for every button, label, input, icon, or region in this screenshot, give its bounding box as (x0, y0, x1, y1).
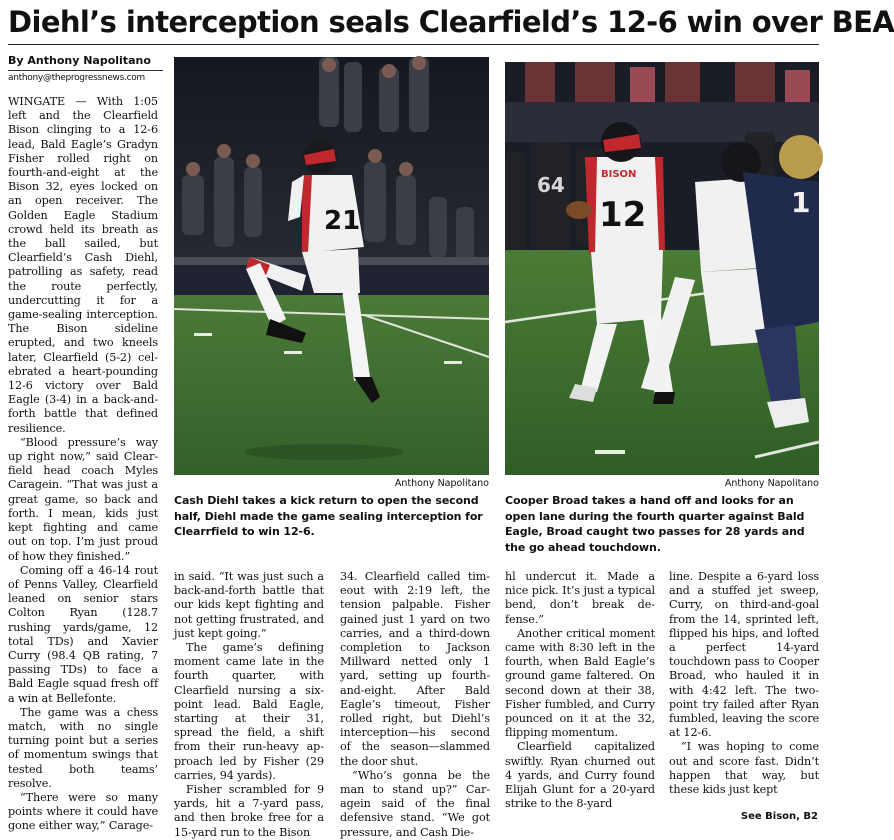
paragraph: hl undercut it. Made a nice pick. It’s just a typical bend, don’t break defense.” (505, 570, 655, 626)
photo-kick-return (174, 57, 489, 475)
photo-credit-2: Anthony Napolitano (724, 478, 819, 489)
paragraph: Clearfield capitalized swiftly. Ryan churned out 4 yards, and Curry found Elijah Glunt for a 20-yard strike to the 8-yard (505, 740, 655, 811)
paragraph: “Who’s gonna be the man to stand up?” Caragein said of the final defensive stand. “We got pressure, and Cash Die- (340, 768, 490, 839)
jersey-name-bison: BISON (601, 169, 637, 180)
photo-handoff-image (505, 62, 819, 475)
photo-kick-return-image (174, 57, 489, 475)
byline (8, 54, 163, 85)
paragraph: Fisher scrambled for 9 yards, hit a 7-yard pass, and then broke free for a 15-yard run to the Bison (174, 783, 324, 839)
jersey-number-1: 1 (791, 186, 811, 219)
paragraph: “I was hoping to come out and score fast. Didn’t happen that way, but these kids just kept (669, 740, 819, 797)
paragraph: “There were so many points where it could have gone either way,” Carage- (8, 790, 158, 833)
article-column-2 (174, 570, 324, 839)
jersey-number-12: 12 (599, 195, 647, 235)
paragraph: WINGATE — With 1:05 left and the Clearfield Bison clinging to a 12-6 lead, Bald Eagle’s Gradyn Fisher rolled right on fourth-and-eight at the Bison 32, eyes locked on an open receiver. The Golden Eagle Stadium crowd held its breath as the ball sailed, but Clearfield’s Cash Diehl, patrolling as safety, read the route perfectly, undercutting it for a game-sealing interception. The Bison sideline erupted, and two kneels later, Clearfield (5-2) celebrated a heart-pounding 12-6 victory over Bald Eagle (3-4) in a back-and-forth battle that defined resilience. (8, 95, 158, 435)
article-column-1 (8, 95, 158, 831)
paragraph: The game was a chess match, with no single turning point but a series of momentum swings that tested both teams’ resolve. (8, 705, 158, 790)
jump-line[interactable]: See Bison, B2 (740, 811, 818, 822)
article-column-3 (340, 570, 490, 839)
photo-credit-1: Anthony Napolitano (394, 478, 489, 489)
paragraph: Another critical moment came with 8:30 left in the fourth, when Bald Eagle’s ground game faltered. On second down at their 38, Fisher fumbled, and Curry pounced on it at the 32, flipping momentum. (505, 626, 655, 740)
article-column-4 (505, 570, 655, 831)
paragraph: line. Despite a 6-yard loss and a stuffed jet sweep, Curry, on third-and-goal from the 14, sprinted left, flipped his hips, and lofted a perfect 14-yard touchdown pass to Cooper Broad, who hauled it in with 4:42 left. The two-point try failed after Ryan fumbled, leaving the score at 12-6. (669, 570, 819, 740)
jersey-number-21: 21 (324, 206, 361, 236)
headline-rule (8, 44, 819, 45)
paragraph: The game’s defining moment came late in the fourth quarter, with Clearfield nursing a six-point lead. Bald Eagle, starting at their 31, spread the field, a shift from their run-heavy approach led by Fisher (29 carries, 94 yards). (174, 641, 324, 782)
paragraph: “Blood pressure’s way up right now,” said Clearfield head coach Myles Caragein. “That was just a great game, so back and forth. I mean, kids just kept fighting and came out on top. I’m just proud of how they finished.” (8, 435, 158, 563)
photo-handoff (505, 62, 819, 475)
paragraph: Coming off a 46-14 rout of Penns Valley, Clearfield leaned on senior stars Colton Ryan (128.7 rushing yards/game, 12 total TDs) and Xavier Curry (98.4 QB rating, 7 passing TDs) to face a Bald Eagle squad fresh off a win at Bellefonte. (8, 563, 158, 705)
byline-email: anthony@theprogressnews.com (8, 70, 163, 85)
headline: Diehl’s interception seals Clearfield’s 12-6 win over BEA (8, 5, 894, 39)
paragraph: 34. Clearfield called timeout with 2:19 left, the tension palpable. Fisher gained just 1 yard on two carries, and a third-down completion to Jackson Millward netted only 1 yard, setting up fourth-and-eight. After Bald Eagle’s timeout, Fisher rolled right, but Diehl’s interception—his second of the season—slammed the door shut. (340, 570, 490, 768)
byline-name: By Anthony Napolitano (8, 54, 151, 67)
paragraph: in said. “It was just such a back-and-forth battle that our kids kept fighting and not getting frustrated, and just kept going.” (174, 570, 324, 640)
sideline-jersey-64: 64 (537, 173, 565, 197)
photo-caption-2: Cooper Broad takes a hand off and looks for an open lane during the fourth quarter against Bald Eagle, Broad caught two passes for 28 yards and the go ahead touchdown. (505, 494, 805, 554)
article-column-5 (669, 570, 819, 810)
photo-caption-1: Cash Diehl takes a kick return to open the second half, Diehl made the game sealing interception for Clearrfield to win 12-6. (174, 494, 483, 538)
